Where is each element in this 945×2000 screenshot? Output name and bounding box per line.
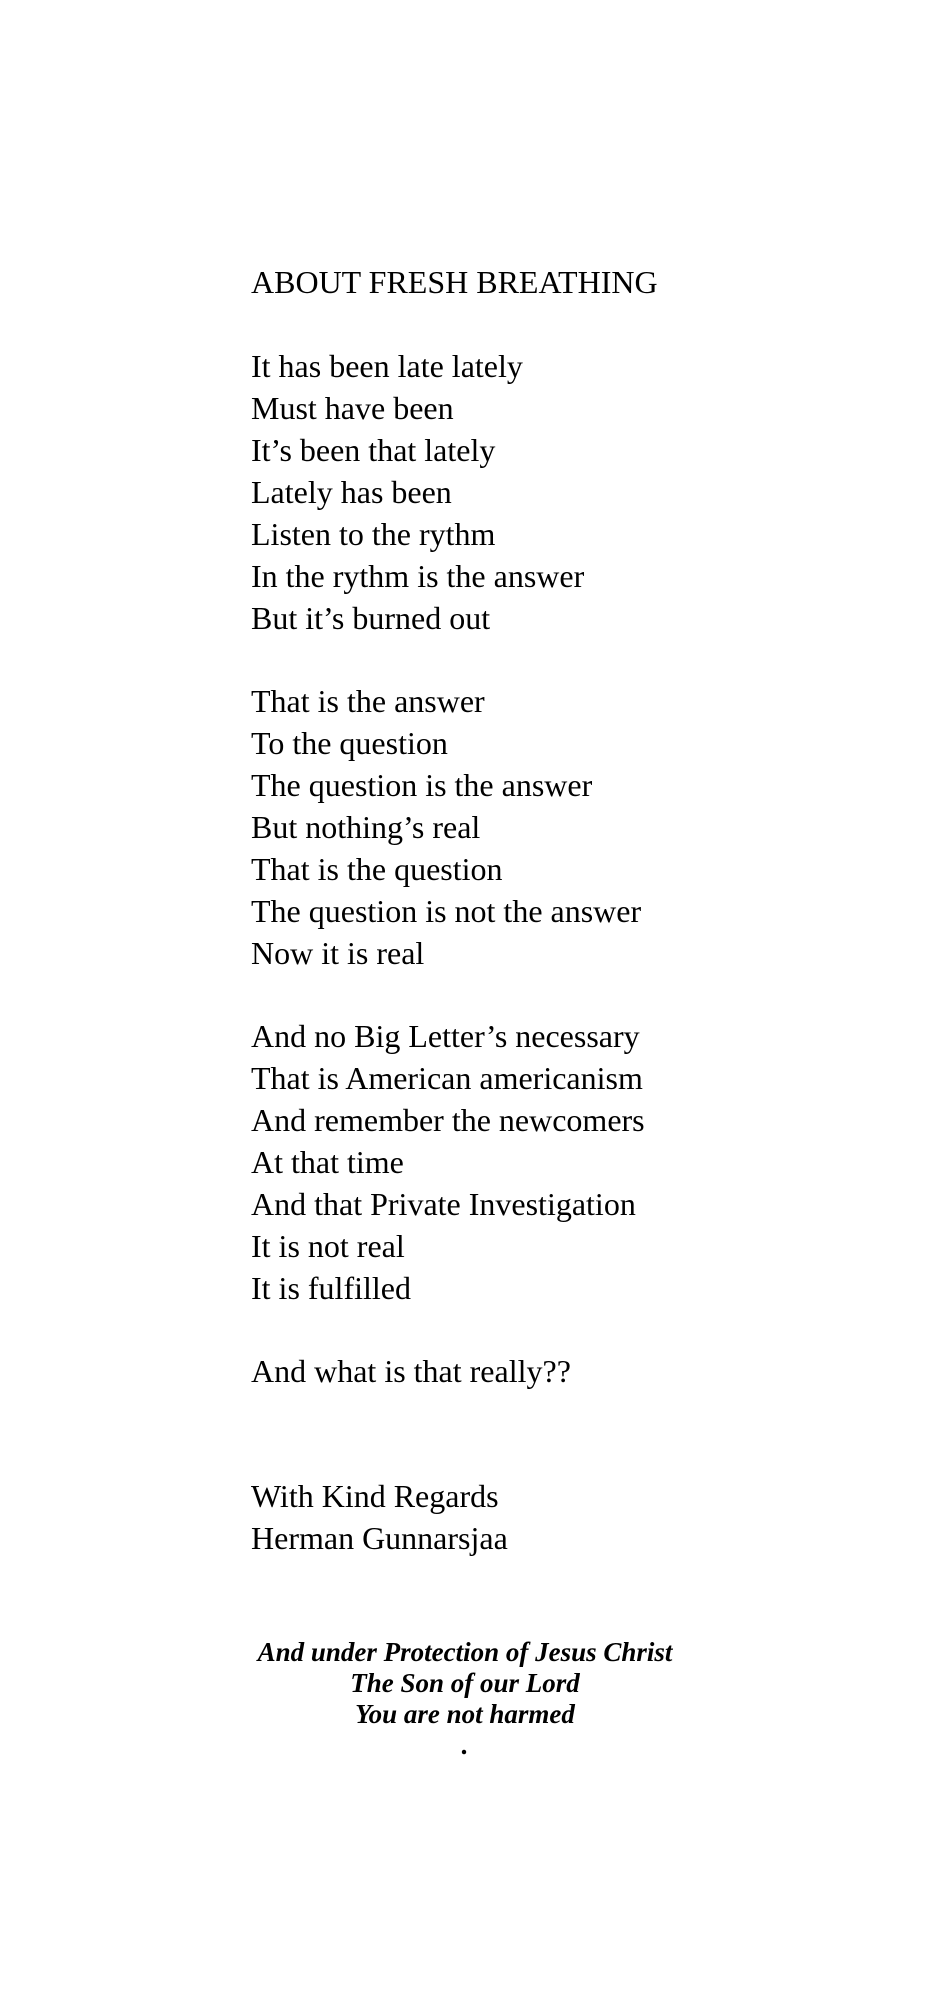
poem-line: It’s been that lately <box>251 432 496 468</box>
poem-line: The question is the answer <box>251 767 593 803</box>
poem-line: That is the answer <box>251 683 485 719</box>
poem-line: And no Big Letter’s necessary <box>251 1018 640 1054</box>
poem-line: At that time <box>251 1144 404 1180</box>
blessing-line: And under Protection of Jesus Christ <box>257 1637 673 1667</box>
end-mark: . <box>461 1730 469 1760</box>
blessing <box>200 1637 730 1760</box>
poem-title: ABOUT FRESH BREATHING <box>251 264 658 300</box>
poem-line: The question is not the answer <box>251 893 642 929</box>
poem-line: And that Private Investigation <box>251 1186 636 1222</box>
poem-line: It is fulfilled <box>251 1270 411 1306</box>
poem-line: That is the question <box>251 851 503 887</box>
signoff-greeting: With Kind Regards <box>251 1478 499 1514</box>
poem-line: But nothing’s real <box>251 809 481 845</box>
blessing-line: You are not harmed <box>355 1699 575 1729</box>
poem-line: And what is that really?? <box>251 1353 571 1389</box>
poem-line: Listen to the rythm <box>251 516 496 552</box>
poem-line: And remember the newcomers <box>251 1102 645 1138</box>
stanza-2 <box>251 680 641 974</box>
signoff <box>251 1475 508 1559</box>
poem-line: That is American americanism <box>251 1060 643 1096</box>
blessing-line: The Son of our Lord <box>350 1668 580 1698</box>
poem-line: It is not real <box>251 1228 405 1264</box>
poem-line: It has been late lately <box>251 348 523 384</box>
poem-line: Must have been <box>251 390 454 426</box>
stanza-1 <box>251 345 584 639</box>
poem-line: But it’s burned out <box>251 600 491 636</box>
poem-line: In the rythm is the answer <box>251 558 585 594</box>
author-name: Herman Gunnarsjaa <box>251 1520 508 1556</box>
stanza-4 <box>251 1350 571 1392</box>
stanza-3 <box>251 1015 645 1309</box>
poem-line: To the question <box>251 725 448 761</box>
poem-line: Lately has been <box>251 474 452 510</box>
poem-line: Now it is real <box>251 935 425 971</box>
